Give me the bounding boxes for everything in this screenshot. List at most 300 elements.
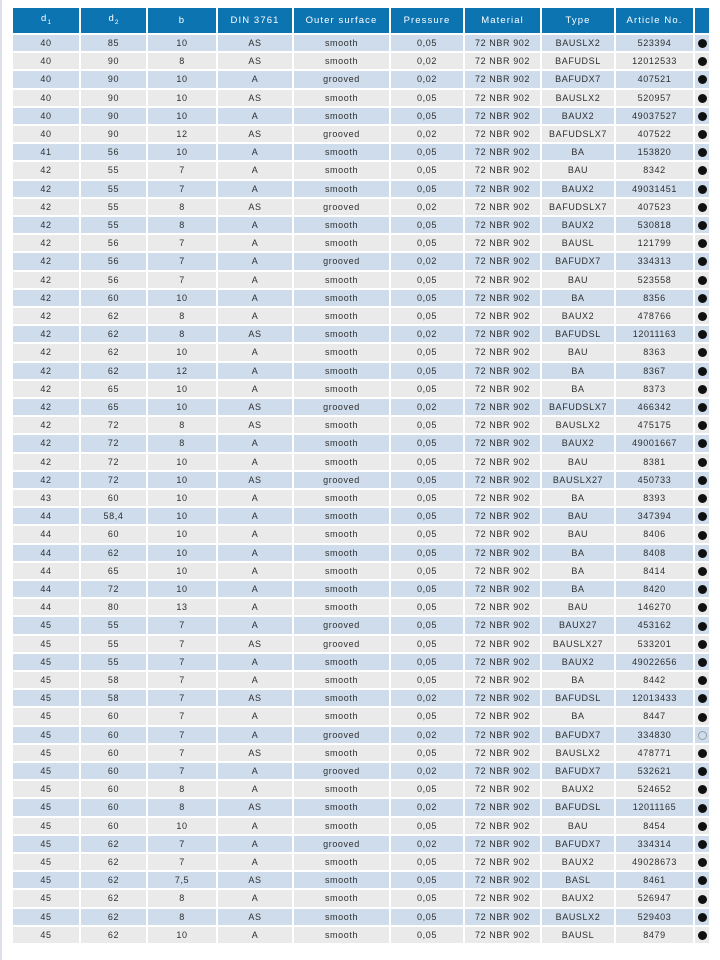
- table-row: [13, 490, 709, 506]
- cell-din: AS: [218, 399, 292, 415]
- cell-type: BAUSL: [542, 235, 614, 251]
- cell-b: 8: [148, 435, 216, 451]
- cell-b: 12: [148, 126, 216, 142]
- cell-d1: 40: [13, 126, 79, 142]
- availability-dot-icon: [698, 567, 707, 576]
- cell-d1: 44: [13, 581, 79, 597]
- cell-type: BA: [542, 545, 614, 561]
- cell-b: 7: [148, 162, 216, 178]
- cell-outer_surface: smooth: [294, 927, 389, 943]
- availability-dot-icon: [698, 130, 707, 139]
- cell-article_no: 12011165: [616, 799, 693, 815]
- cell-type: BAUX2: [542, 181, 614, 197]
- cell-type: BAUSLX2: [542, 417, 614, 433]
- cell-outer_surface: grooved: [294, 199, 389, 215]
- cell-pressure: 0,05: [391, 417, 463, 433]
- table-row: [13, 508, 709, 524]
- table-row: [13, 308, 709, 324]
- cell-d2: 60: [81, 290, 146, 306]
- cell-d1: 41: [13, 144, 79, 160]
- cell-pressure: 0,05: [391, 872, 463, 888]
- cell-availability: [695, 781, 709, 797]
- cell-d2: 62: [81, 344, 146, 360]
- col-header-label: Pressure: [403, 14, 451, 26]
- cell-article_no: 450733: [616, 472, 693, 488]
- cell-din: AS: [218, 53, 292, 69]
- cell-availability: [695, 472, 709, 488]
- cell-din: A: [218, 344, 292, 360]
- cell-material: 72 NBR 902: [465, 435, 540, 451]
- cell-type: BAUSLX2: [542, 35, 614, 51]
- cell-article_no: 8406: [616, 526, 693, 542]
- cell-article_no: 49022656: [616, 654, 693, 670]
- cell-b: 7: [148, 836, 216, 852]
- availability-dot-icon: [698, 166, 707, 175]
- cell-article_no: 12011163: [616, 326, 693, 342]
- cell-din: A: [218, 272, 292, 288]
- cell-type: BAUX2: [542, 654, 614, 670]
- cell-availability: [695, 199, 709, 215]
- cell-pressure: 0,05: [391, 217, 463, 233]
- cell-material: 72 NBR 902: [465, 763, 540, 779]
- cell-article_no: 524652: [616, 781, 693, 797]
- col-header-label: Outer surface: [305, 14, 378, 26]
- cell-outer_surface: smooth: [294, 799, 389, 815]
- cell-d2: 60: [81, 526, 146, 542]
- catalog-table-container: [11, 6, 711, 945]
- cell-d1: 42: [13, 253, 79, 269]
- cell-material: 72 NBR 902: [465, 253, 540, 269]
- availability-dot-icon: [698, 531, 707, 540]
- cell-b: 8: [148, 417, 216, 433]
- availability-dot-icon: [698, 622, 707, 631]
- cell-d2: 56: [81, 272, 146, 288]
- cell-availability: [695, 435, 709, 451]
- availability-dot-icon: [698, 203, 707, 212]
- cell-type: BAU: [542, 344, 614, 360]
- cell-article_no: 49037527: [616, 108, 693, 124]
- availability-dot-icon: [698, 239, 707, 248]
- cell-outer_surface: grooved: [294, 472, 389, 488]
- cell-article_no: 12013433: [616, 690, 693, 706]
- cell-outer_surface: grooved: [294, 636, 389, 652]
- cell-d2: 65: [81, 381, 146, 397]
- table-row: [13, 71, 709, 87]
- availability-dot-icon: [698, 257, 707, 266]
- cell-pressure: 0,02: [391, 199, 463, 215]
- cell-d1: 42: [13, 472, 79, 488]
- cell-d2: 60: [81, 490, 146, 506]
- cell-d1: 42: [13, 363, 79, 379]
- cell-d1: 42: [13, 381, 79, 397]
- cell-article_no: 153820: [616, 144, 693, 160]
- cell-din: AS: [218, 35, 292, 51]
- availability-dot-icon: [698, 476, 707, 485]
- cell-pressure: 0,05: [391, 181, 463, 197]
- cell-b: 8: [148, 308, 216, 324]
- cell-article_no: 533201: [616, 636, 693, 652]
- cell-d2: 62: [81, 363, 146, 379]
- cell-b: 10: [148, 545, 216, 561]
- table-row: [13, 763, 709, 779]
- cell-material: 72 NBR 902: [465, 454, 540, 470]
- cell-din: A: [218, 144, 292, 160]
- cell-b: 7: [148, 708, 216, 724]
- cell-b: 7: [148, 181, 216, 197]
- cell-material: 72 NBR 902: [465, 799, 540, 815]
- cell-din: A: [218, 435, 292, 451]
- cell-outer_surface: smooth: [294, 181, 389, 197]
- cell-d2: 60: [81, 708, 146, 724]
- cell-material: 72 NBR 902: [465, 617, 540, 633]
- cell-availability: [695, 690, 709, 706]
- cell-pressure: 0,05: [391, 108, 463, 124]
- cell-type: BAFUDSL: [542, 326, 614, 342]
- cell-material: 72 NBR 902: [465, 417, 540, 433]
- table-row: [13, 253, 709, 269]
- cell-type: BAU: [542, 272, 614, 288]
- cell-availability: [695, 490, 709, 506]
- table-row: [13, 417, 709, 433]
- availability-dot-icon: [698, 603, 707, 612]
- cell-article_no: 334830: [616, 727, 693, 743]
- cell-type: BAFUDSL: [542, 799, 614, 815]
- col-header-type: [542, 8, 614, 33]
- cell-d1: 45: [13, 799, 79, 815]
- availability-dot-icon: [698, 439, 707, 448]
- cell-d2: 65: [81, 563, 146, 579]
- cell-b: 7: [148, 654, 216, 670]
- cell-article_no: 334313: [616, 253, 693, 269]
- cell-material: 72 NBR 902: [465, 381, 540, 397]
- cell-d1: 45: [13, 909, 79, 925]
- availability-dot-icon: [698, 494, 707, 503]
- cell-outer_surface: grooved: [294, 71, 389, 87]
- cell-type: BAU: [542, 818, 614, 834]
- cell-availability: [695, 909, 709, 925]
- cell-din: A: [218, 599, 292, 615]
- cell-b: 8: [148, 217, 216, 233]
- col-header-din: [218, 8, 292, 33]
- cell-din: AS: [218, 417, 292, 433]
- cell-d1: 42: [13, 290, 79, 306]
- cell-outer_surface: smooth: [294, 381, 389, 397]
- cell-availability: [695, 763, 709, 779]
- cell-din: A: [218, 763, 292, 779]
- cell-pressure: 0,05: [391, 90, 463, 106]
- cell-availability: [695, 53, 709, 69]
- cell-type: BAUSLX2: [542, 745, 614, 761]
- cell-b: 10: [148, 381, 216, 397]
- cell-pressure: 0,02: [391, 399, 463, 415]
- cell-d2: 62: [81, 326, 146, 342]
- cell-type: BAFUDSL: [542, 53, 614, 69]
- cell-availability: [695, 836, 709, 852]
- cell-b: 10: [148, 399, 216, 415]
- cell-material: 72 NBR 902: [465, 399, 540, 415]
- cell-pressure: 0,05: [391, 35, 463, 51]
- cell-b: 10: [148, 454, 216, 470]
- cell-article_no: 8420: [616, 581, 693, 597]
- cell-availability: [695, 727, 709, 743]
- cell-outer_surface: smooth: [294, 435, 389, 451]
- cell-type: BA: [542, 672, 614, 688]
- cell-d2: 62: [81, 909, 146, 925]
- col-header-label: d: [108, 13, 115, 24]
- cell-pressure: 0,02: [391, 727, 463, 743]
- cell-type: BASL: [542, 872, 614, 888]
- availability-dot-icon: [698, 294, 707, 303]
- cell-material: 72 NBR 902: [465, 727, 540, 743]
- cell-pressure: 0,05: [391, 235, 463, 251]
- cell-b: 7: [148, 727, 216, 743]
- cell-pressure: 0,02: [391, 763, 463, 779]
- cell-pressure: 0,05: [391, 144, 463, 160]
- cell-outer_surface: grooved: [294, 399, 389, 415]
- cell-b: 10: [148, 563, 216, 579]
- cell-d2: 55: [81, 181, 146, 197]
- cell-type: BAFUDSLX7: [542, 199, 614, 215]
- cell-article_no: 478771: [616, 745, 693, 761]
- cell-type: BAUSLX27: [542, 636, 614, 652]
- cell-material: 72 NBR 902: [465, 326, 540, 342]
- cell-d2: 62: [81, 308, 146, 324]
- cell-d2: 58: [81, 672, 146, 688]
- cell-pressure: 0,05: [391, 472, 463, 488]
- col-header-material: [465, 8, 540, 33]
- availability-dot-icon: [698, 348, 707, 357]
- col-header-subscript: 2: [114, 18, 119, 26]
- cell-d2: 62: [81, 890, 146, 906]
- cell-article_no: 121799: [616, 235, 693, 251]
- cell-material: 72 NBR 902: [465, 636, 540, 652]
- cell-material: 72 NBR 902: [465, 654, 540, 670]
- cell-article_no: 12012533: [616, 53, 693, 69]
- availability-dot-icon: [698, 75, 707, 84]
- table-row: [13, 35, 709, 51]
- cell-d1: 42: [13, 454, 79, 470]
- cell-type: BA: [542, 490, 614, 506]
- availability-dot-icon: [698, 512, 707, 521]
- cell-material: 72 NBR 902: [465, 53, 540, 69]
- cell-availability: [695, 890, 709, 906]
- availability-dot-icon: [698, 185, 707, 194]
- col-header-d2: [81, 8, 146, 33]
- cell-din: A: [218, 181, 292, 197]
- cell-outer_surface: smooth: [294, 526, 389, 542]
- cell-type: BAUX2: [542, 308, 614, 324]
- cell-article_no: 8447: [616, 708, 693, 724]
- cell-b: 8: [148, 326, 216, 342]
- cell-d2: 55: [81, 162, 146, 178]
- cell-outer_surface: smooth: [294, 872, 389, 888]
- cell-d1: 40: [13, 90, 79, 106]
- cell-material: 72 NBR 902: [465, 836, 540, 852]
- cell-availability: [695, 126, 709, 142]
- table-row: [13, 272, 709, 288]
- cell-type: BA: [542, 708, 614, 724]
- cell-din: A: [218, 563, 292, 579]
- cell-din: A: [218, 836, 292, 852]
- table-row: [13, 617, 709, 633]
- cell-outer_surface: smooth: [294, 708, 389, 724]
- cell-d2: 60: [81, 818, 146, 834]
- cell-type: BAUSLX27: [542, 472, 614, 488]
- cell-type: BAUX2: [542, 217, 614, 233]
- cell-outer_surface: grooved: [294, 617, 389, 633]
- cell-din: A: [218, 854, 292, 870]
- cell-b: 8: [148, 781, 216, 797]
- cell-article_no: 49028673: [616, 854, 693, 870]
- cell-outer_surface: smooth: [294, 108, 389, 124]
- cell-type: BAUX2: [542, 435, 614, 451]
- cell-din: A: [218, 672, 292, 688]
- cell-availability: [695, 35, 709, 51]
- availability-dot-icon: [698, 421, 707, 430]
- table-row: [13, 472, 709, 488]
- cell-availability: [695, 636, 709, 652]
- cell-b: 7: [148, 617, 216, 633]
- cell-article_no: 523394: [616, 35, 693, 51]
- table-row: [13, 344, 709, 360]
- cell-b: 10: [148, 144, 216, 160]
- cell-material: 72 NBR 902: [465, 909, 540, 925]
- cell-outer_surface: smooth: [294, 818, 389, 834]
- availability-dot-icon: [698, 148, 707, 157]
- cell-material: 72 NBR 902: [465, 872, 540, 888]
- availability-dot-icon: [698, 549, 707, 558]
- table-header-row: [13, 8, 709, 33]
- cell-din: A: [218, 727, 292, 743]
- cell-d2: 60: [81, 781, 146, 797]
- cell-outer_surface: smooth: [294, 545, 389, 561]
- table-body: [13, 35, 709, 943]
- cell-outer_surface: smooth: [294, 235, 389, 251]
- cell-material: 72 NBR 902: [465, 199, 540, 215]
- cell-pressure: 0,05: [391, 672, 463, 688]
- cell-din: A: [218, 708, 292, 724]
- cell-pressure: 0,05: [391, 745, 463, 761]
- cell-material: 72 NBR 902: [465, 217, 540, 233]
- cell-article_no: 8393: [616, 490, 693, 506]
- cell-availability: [695, 508, 709, 524]
- cell-b: 12: [148, 363, 216, 379]
- table-row: [13, 727, 709, 743]
- table-row: [13, 381, 709, 397]
- cell-d1: 45: [13, 818, 79, 834]
- cell-pressure: 0,05: [391, 526, 463, 542]
- table-row: [13, 927, 709, 943]
- cell-din: AS: [218, 745, 292, 761]
- cell-article_no: 529403: [616, 909, 693, 925]
- table-row: [13, 854, 709, 870]
- cell-b: 10: [148, 71, 216, 87]
- cell-availability: [695, 217, 709, 233]
- cell-material: 72 NBR 902: [465, 90, 540, 106]
- cell-availability: [695, 854, 709, 870]
- cell-pressure: 0,05: [391, 818, 463, 834]
- table-row: [13, 435, 709, 451]
- cell-d2: 60: [81, 799, 146, 815]
- cell-type: BA: [542, 363, 614, 379]
- availability-dot-icon: [698, 403, 707, 412]
- cell-type: BAFUDSLX7: [542, 126, 614, 142]
- cell-availability: [695, 454, 709, 470]
- cell-d1: 45: [13, 781, 79, 797]
- cell-material: 72 NBR 902: [465, 344, 540, 360]
- cell-din: AS: [218, 636, 292, 652]
- cell-din: A: [218, 654, 292, 670]
- cell-d2: 72: [81, 454, 146, 470]
- cell-article_no: 8408: [616, 545, 693, 561]
- availability-dot-icon: [698, 876, 707, 885]
- cell-article_no: 520957: [616, 90, 693, 106]
- cell-b: 10: [148, 927, 216, 943]
- cell-outer_surface: smooth: [294, 308, 389, 324]
- cell-pressure: 0,02: [391, 53, 463, 69]
- cell-availability: [695, 399, 709, 415]
- cell-d2: 72: [81, 581, 146, 597]
- cell-outer_surface: smooth: [294, 781, 389, 797]
- cell-d2: 60: [81, 727, 146, 743]
- col-header-label: b: [178, 14, 186, 26]
- cell-article_no: 49031451: [616, 181, 693, 197]
- cell-outer_surface: smooth: [294, 599, 389, 615]
- availability-dot-icon: [698, 767, 707, 776]
- table-row: [13, 526, 709, 542]
- availability-dot-icon: [698, 749, 707, 758]
- cell-pressure: 0,02: [391, 836, 463, 852]
- availability-dot-icon: [698, 895, 707, 904]
- availability-dot-icon: [698, 676, 707, 685]
- col-header-pressure: [391, 8, 463, 33]
- cell-b: 8: [148, 909, 216, 925]
- cell-pressure: 0,02: [391, 799, 463, 815]
- cell-type: BAUX2: [542, 108, 614, 124]
- cell-availability: [695, 927, 709, 943]
- cell-type: BAFUDX7: [542, 763, 614, 779]
- cell-pressure: 0,05: [391, 490, 463, 506]
- page-edge-line: [0, 0, 2, 960]
- table-row: [13, 872, 709, 888]
- cell-article_no: 8479: [616, 927, 693, 943]
- cell-type: BA: [542, 563, 614, 579]
- cell-availability: [695, 290, 709, 306]
- cell-availability: [695, 545, 709, 561]
- cell-pressure: 0,05: [391, 363, 463, 379]
- cell-availability: [695, 708, 709, 724]
- cell-b: 8: [148, 890, 216, 906]
- cell-material: 72 NBR 902: [465, 526, 540, 542]
- availability-open-circle-icon: [698, 731, 707, 740]
- cell-article_no: 478766: [616, 308, 693, 324]
- cell-outer_surface: smooth: [294, 272, 389, 288]
- cell-din: A: [218, 308, 292, 324]
- cell-b: 10: [148, 526, 216, 542]
- cell-d2: 80: [81, 599, 146, 615]
- availability-dot-icon: [698, 658, 707, 667]
- cell-din: A: [218, 253, 292, 269]
- cell-d1: 44: [13, 526, 79, 542]
- cell-d1: 42: [13, 162, 79, 178]
- cell-outer_surface: smooth: [294, 890, 389, 906]
- cell-d1: 45: [13, 636, 79, 652]
- table-row: [13, 581, 709, 597]
- cell-material: 72 NBR 902: [465, 71, 540, 87]
- cell-article_no: 8461: [616, 872, 693, 888]
- cell-d1: 45: [13, 745, 79, 761]
- cell-d2: 62: [81, 854, 146, 870]
